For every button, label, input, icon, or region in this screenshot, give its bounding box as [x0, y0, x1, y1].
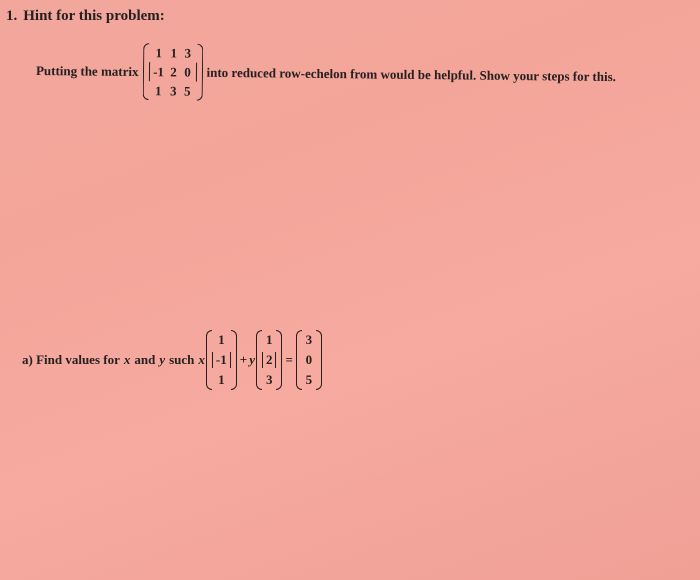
problem-number: 1.	[6, 8, 18, 24]
matrix-entries	[148, 43, 197, 100]
equals-sign: =	[285, 352, 293, 367]
matrix-rule-right	[195, 63, 196, 82]
matrix-cell: 5	[184, 83, 191, 99]
vector-right-bracket	[276, 330, 282, 390]
column-vector-1	[206, 330, 237, 390]
column-vector-3	[296, 330, 322, 390]
vector-entries	[212, 330, 231, 390]
hint-suffix: into reduced row-echelon from would be helpful. Show your steps for this.	[206, 64, 617, 84]
variable-x: x	[123, 352, 131, 367]
vector-entries	[302, 330, 316, 390]
and-word: and	[134, 352, 156, 367]
problem-heading-text: Hint for this problem:	[23, 8, 165, 24]
matrix-rule-left	[148, 62, 149, 81]
vector-cell: 5	[305, 372, 313, 387]
bleed-through-text	[280, 6, 283, 22]
y-coefficient: y	[249, 352, 255, 367]
vector-entries	[262, 330, 277, 390]
vector-cell: 0	[305, 352, 313, 367]
matrix-cell: 2	[170, 63, 177, 79]
vector-right-bracket	[316, 330, 322, 390]
vector-cell: 1	[265, 332, 273, 347]
matrix-cell: -1	[153, 63, 165, 79]
matrix-cell: 3	[184, 45, 192, 61]
matrix-cell: 1	[170, 44, 178, 60]
hint-sentence	[36, 42, 617, 105]
coefficient-matrix	[142, 43, 203, 101]
vector-right-bracket	[231, 330, 237, 390]
such-word: such	[169, 352, 195, 367]
matrix-cell: 1	[155, 82, 162, 98]
hint-prefix: Putting the matrix	[35, 62, 139, 79]
x-coefficient: x	[198, 352, 205, 367]
matrix-right-bracket	[196, 44, 203, 101]
question-a	[22, 330, 323, 390]
vector-cell: 3	[305, 332, 313, 347]
matrix-cell: 3	[170, 82, 177, 98]
vector-cell: 1	[218, 372, 225, 387]
matrix-cell: 0	[184, 64, 191, 80]
plus-sign: +	[239, 352, 248, 367]
vector-cell: 2	[262, 352, 277, 368]
column-vector-2	[256, 330, 283, 390]
matrix-cell: 1	[155, 44, 163, 60]
variable-y: y	[159, 352, 166, 367]
problem-heading	[6, 8, 165, 25]
question-a-label: a) Find values for	[22, 352, 120, 367]
vector-cell: -1	[212, 352, 231, 368]
vector-cell: 1	[218, 332, 225, 347]
vector-cell: 3	[265, 372, 273, 387]
